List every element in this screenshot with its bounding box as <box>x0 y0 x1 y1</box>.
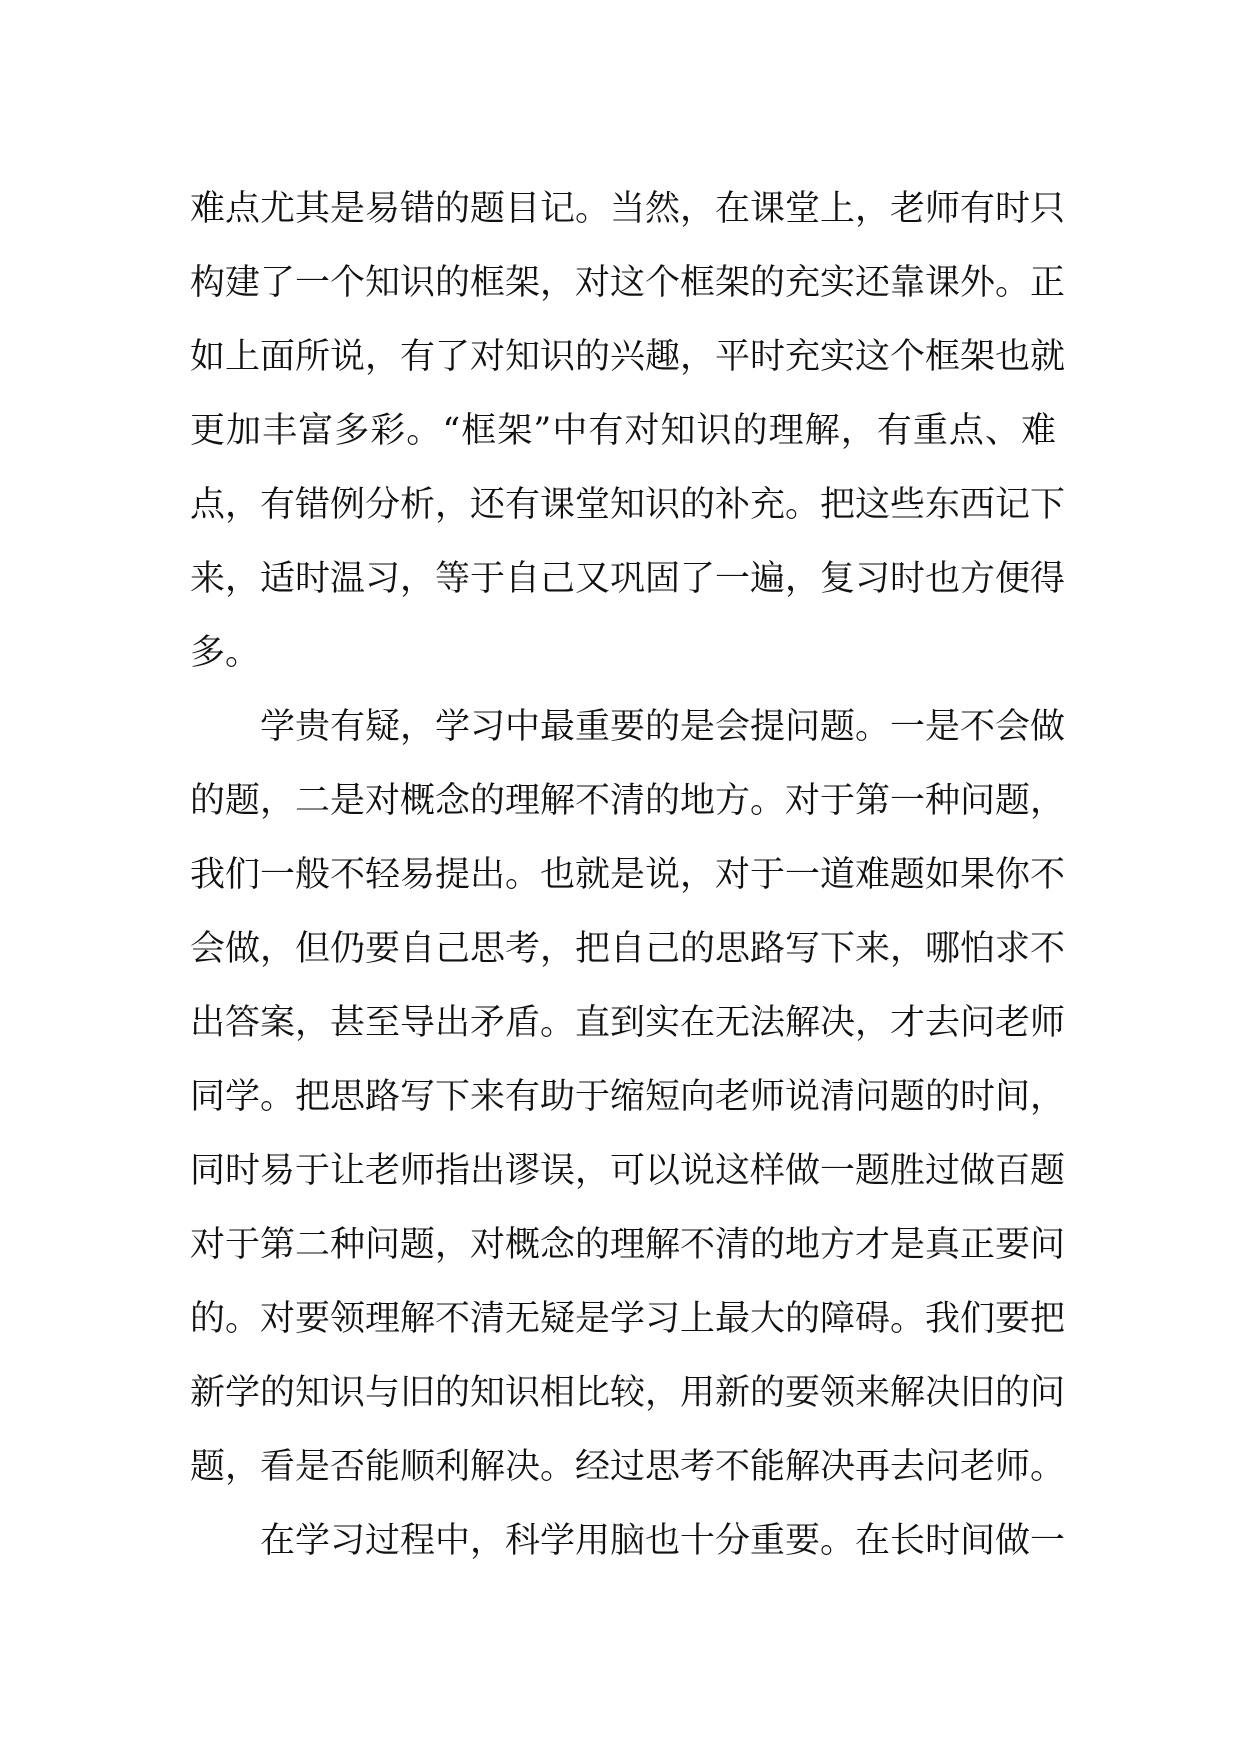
text-line: 更加丰富多彩。“框架”中有对知识的理解，有重点、难 <box>190 411 1056 451</box>
text-line: 题，看是否能顺利解决。经过思考不能解决再去问老师。 <box>190 1447 1066 1487</box>
paragraph-1 <box>190 172 1066 690</box>
document-body <box>190 172 1066 1578</box>
text-line: 的。对要领理解不清无疑是学习上最大的障碍。我们要把 <box>190 1299 1066 1339</box>
text-line: 会做，但仍要自己思考，把自己的思路写下来，哪怕求不 <box>190 929 1066 969</box>
text-line: 多。 <box>190 633 261 673</box>
text-line: 出答案，甚至导出矛盾。直到实在无法解决，才去问老师 <box>190 1003 1066 1043</box>
text-line: 学贵有疑，学习中最重要的是会提问题。一是不会做 <box>260 707 1066 747</box>
text-line: 来，适时温习，等于自己又巩固了一遍，复习时也方便得 <box>190 559 1066 599</box>
text-line: 构建了一个知识的框架，对这个框架的充实还靠课外。正 <box>190 263 1066 303</box>
text-line: 新学的知识与旧的知识相比较，用新的要领来解决旧的问 <box>190 1373 1066 1413</box>
text-line: 点，有错例分析，还有课堂知识的补充。把这些东西记下 <box>190 485 1066 525</box>
text-line: 同时易于让老师指出谬误，可以说这样做一题胜过做百题 <box>190 1151 1066 1191</box>
text-line: 难点尤其是易错的题目记。当然，在课堂上，老师有时只 <box>190 189 1066 229</box>
paragraph-3 <box>190 1504 1066 1578</box>
text-line: 对于第二种问题，对概念的理解不清的地方才是真正要问 <box>190 1225 1066 1265</box>
text-line: 在学习过程中，科学用脑也十分重要。在长时间做一 <box>260 1521 1066 1561</box>
text-line: 的题，二是对概念的理解不清的地方。对于第一种问题， <box>190 781 1066 821</box>
paragraph-2 <box>190 690 1066 1504</box>
text-line: 如上面所说，有了对知识的兴趣，平时充实这个框架也就 <box>190 337 1066 377</box>
text-line: 我们一般不轻易提出。也就是说，对于一道难题如果你不 <box>190 855 1066 895</box>
text-line: 同学。把思路写下来有助于缩短向老师说清问题的时间， <box>190 1077 1066 1117</box>
